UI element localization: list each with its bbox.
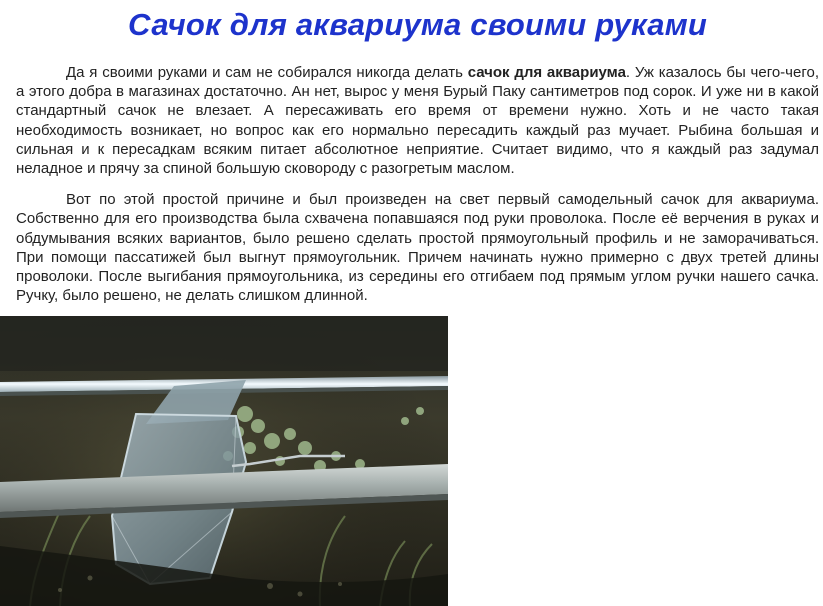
article bbox=[16, 6, 819, 305]
article-title: Сачок для аквариума своими руками bbox=[128, 7, 707, 42]
aquarium-net-photo bbox=[0, 316, 448, 606]
aquarium-net-illustration bbox=[0, 316, 448, 606]
paragraph-1-text-start: Да я своими руками и сам не собирался никогда делать bbox=[66, 64, 468, 81]
paragraph-1-bold-keyword: сачок для аквариума bbox=[467, 64, 626, 81]
article-paragraph-1 bbox=[16, 63, 819, 178]
article-paragraph-2: Вот по этой простой причине и был произведен на свет первый самодельный сачок для аквариума. Собственно для его производства была схвачена попавшаяся под руки проволока. После её верчения в руках и обдумывания всяких вариантов, было решено сделать простой прямоугольный профиль и не заморачиваться. При помощи пассатижей был выгнут прямоугольник. Причем начинать нужно примерно с двух третей длины проволоки. После выгибания прямоугольника, из середины его отгибаем под прямым углом ручки нашего сачка. Ручку, было решено, не делать слишком длинной. bbox=[16, 191, 819, 305]
paragraph-1-text-end: . Уж казалось бы чего-чего, а этого добра в магазинах достаточно. Ан нет, вырос у меня Бурый Паку сантиметров под сорок. И уже ни в какой стандартный сачок не влезает. А пересаживать его время от времени нужно. Хоть и не часто такая необходимость возникает, но вопрос как его нормально пересадить каждый раз мучает. Рыбина большая и сильная и к пересадкам всяким питает абсолютное неприятие. Считает видимо, что я каждый раз задумал неладное и прячу за спиной большую сковороду с разогретым маслом. bbox=[16, 64, 819, 178]
